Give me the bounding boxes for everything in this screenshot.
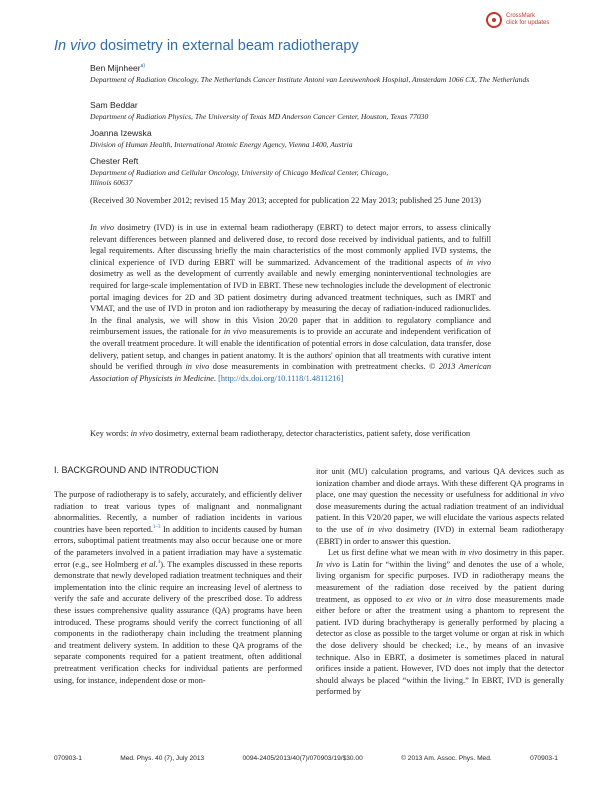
- copyright-notice: © 2013 American Association of Physicists in Medicine.: [90, 362, 491, 383]
- footer-code: 0094-2405/2013/40(7)/070903/19/$30.00: [242, 755, 363, 762]
- article-title: [54, 38, 564, 54]
- crossmark-line1: CrossMark: [506, 13, 536, 19]
- doi-link[interactable]: [http://dx.doi.org/10.1118/1.4811216]: [218, 373, 344, 383]
- paragraph: Let us first define what we mean with in vivo dosimetry in this paper. In vivo is Latin for “within the living” and denotes the use of a whole, living organism for specific purposes. IVD in radiotherapy means the measurement of the radiation dose received by the patient during treatment, as opposed to ex vivo or in vitro dose measurements made either before or after the treatment using a phantom to represent the patient. IVD during brachytherapy is generally performed by placing a detector as close as possible to the target volume or organ at risk in which the dose delivery should be checked; i.e., by means of an invasive technique. Also in EBRT, a dosimeter is sometimes placed in natural orifices inside a patient. However, IVD does not imply that the detector should always be placed “within the living.” In EBRT, IVD is generally performed by: [316, 548, 565, 697]
- author-block-4: [90, 156, 560, 188]
- publication-dates: (Received 30 November 2012; revised 15 May 2013; accepted for publication 22 May 2013; published 25 June 2013): [90, 196, 482, 205]
- author-footnote-mark[interactable]: a): [140, 63, 146, 69]
- author-affiliation: Division of Human Health, International Atomic Energy Agency, Vienna 1400, Austria: [90, 140, 353, 149]
- author-affiliation: Department of Radiation Oncology, The Netherlands Cancer Institute Antoni van Leeuwenhoek Hospital, Amsterdam 1066 CX, The Netherlands: [90, 74, 530, 84]
- citation-ref[interactable]: 1–3: [152, 525, 161, 531]
- section-heading: I. BACKGROUND AND INTRODUCTION: [54, 465, 219, 475]
- abstract: In vivo dosimetry (IVD) is in use in external beam radiotherapy (EBRT) to detect major errors, to assess clinically relevant differences between planned and delivered dose, to record dose received by individual patients, and to fulfill legal requirements. After discussing briefly the main characteristics of the most commonly applied IVD systems, the clinical experience of IVD during EBRT will be summarized. Advancement of the traditional aspects of in vivo dosimetry as well as the development of currently available and newly emerging noninterventional technologies are required for large-scale implementation of IVD in EBRT. These new technologies include the development of electronic portal imaging devices for 2D and 3D patient dosimetry during advanced treatment techniques, such as IMRT and VMAT, and the use of IVD in proton and ion radiotherapy by measuring the decay of radiation-induced radionuclides. In the final analysis, we will show in this Vision 20/20 paper that in addition to regulatory compliance and reimbursement issues, the rationale for in vivo measurements is to provide an accurate and independent verification of the overall treatment procedure. It will enable the identification of potential errors in dose calculation, data transfer, dose delivery, patient setup, and changes in patient anatomy. It is the authors' opinion that all treatments with curative intent should be verified through in vivo dose measurements in combination with pretreatment checks. © 2013 American Association of Physicists in Medicine. [http://dx.doi.org/10.1118/1.4811216]: [90, 223, 491, 383]
- body-column-left: The purpose of radiotherapy is to safely, accurately, and efficiently deliver radiation to treat various types of malignant and nonmalignant abnormalities. Recently, a number of radiation incidents in various countries have been reported.$^{1-3}$ In addition to incidents caused by human errors, suboptimal patient treatments may also occur because one or more of the parameters involved in a patient irradiation may have a systematic error (e.g., see Holmberg et al.$^4$). The examples discussed in these reports demonstrate that newly developed radiation treatment techniques and their implementation into the clinic require an increasing level of alertness to verify the safe and accurate delivery of the prescribed dose. To address these issues comprehensive quality assurance (QA) programs have been introduced. These programs should verify the correct functioning of all components in the radiotherapy chain including the treatment planning and treatment delivery system. In addition to these QA programs of the separate components required for a patient treatment, often additional pretreatment verification checks for individual patients are performed using, for instance, independent dose or mon-: [54, 490, 302, 685]
- author-name: Ben Mijnheer$^{a)}$: [90, 62, 146, 73]
- author-block-2: [90, 100, 560, 122]
- title-italic: In vivo: [54, 38, 96, 54]
- paragraph: itor unit (MU) calculation programs, and various QA devices such as ionization chamber and diode arrays. With these different QA programs in place, one may question the necessity or usefulness for additional in vivo dose measurements during the actual radiation treatment of an individual patient. In this V20/20 paper, we will elucidate the various aspects related to the use of in vivo dosimetry (IVD) in external beam radiotherapy (EBRT) in order to answer this question.: [316, 467, 565, 546]
- crossmark-line2: click for updates: [506, 20, 550, 26]
- title-rest: dosimetry in external beam radiotherapy: [95, 38, 359, 54]
- author-block-3: [90, 128, 560, 150]
- footer-copyright: © 2013 Am. Assoc. Phys. Med.: [401, 755, 492, 762]
- crossmark-icon: [486, 12, 502, 28]
- footer-journal: Med. Phys. 40 (7), July 2013: [120, 755, 205, 762]
- author-name: Sam Beddar: [90, 100, 138, 110]
- author-name: Joanna Izewska: [90, 128, 152, 138]
- page-footer: [54, 755, 558, 762]
- crossmark-text: [506, 13, 549, 27]
- body-column-right: [316, 466, 564, 698]
- author-name: Chester Reft: [90, 156, 139, 166]
- keywords: Key words: in vivo dosimetry, external beam radiotherapy, detector characteristics, patient safety, dose verification: [90, 429, 471, 438]
- citation-ref[interactable]: 4: [157, 559, 161, 565]
- footer-page-right: 070903-1: [530, 755, 558, 762]
- footer-page-left: 070903-1: [54, 755, 82, 762]
- author-block-1: [90, 61, 560, 85]
- crossmark-logo[interactable]: [486, 6, 566, 34]
- author-affiliation: Department of Radiation Physics, The University of Texas MD Anderson Cancer Center, Houston, Texas 77030: [90, 112, 429, 121]
- author-affiliation: Department of Radiation and Cellular Oncology, University of Chicago Medical Center, Chicago, Illinois 60637: [90, 168, 389, 187]
